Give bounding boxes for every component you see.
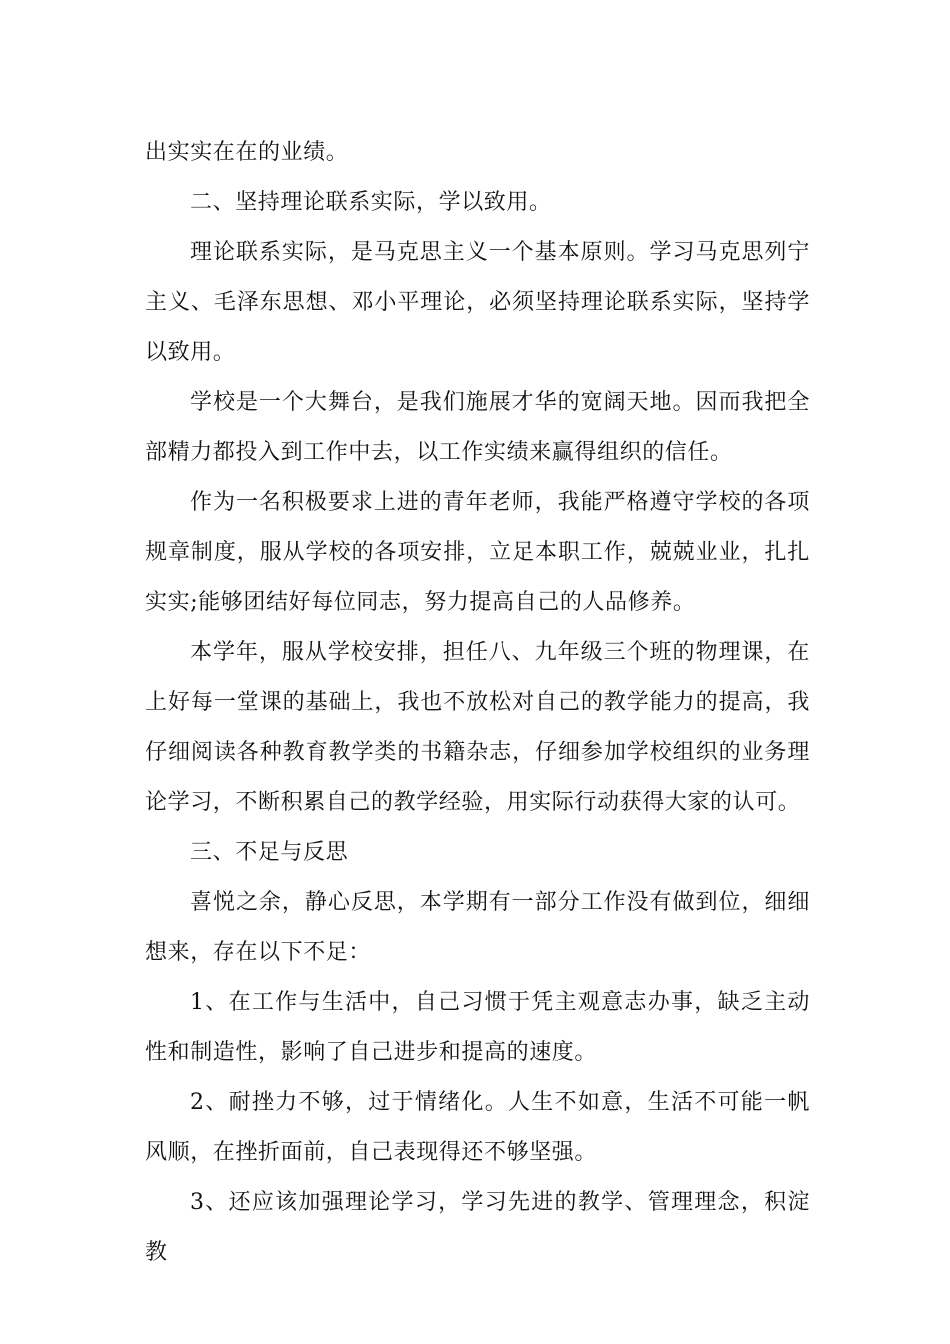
list-item-1: 1、在工作与生活中，自己习惯于凭主观意志办事，缺乏主动性和制造性，影响了自己进步和提高的速度。 bbox=[145, 990, 810, 1065]
paragraph-theory: 理论联系实际，是马克思主义一个基本原则。学习马克思列宁主义、毛泽东思想、邓小平理论，必须坚持理论联系实际，坚持学以致用。 bbox=[145, 240, 810, 365]
paragraph-continuation: 出实实在在的业绩。 bbox=[145, 140, 349, 165]
paragraph-school-year: 本学年，服从学校安排，担任八、九年级三个班的物理课，在上好每一堂课的基础上，我也不放松对自己的教学能力的提高，我仔细阅读各种教育教学类的书籍杂志，仔细参加学校组织的业务理论学习，不断积累自己的教学经验，用实际行动获得大家的认可。 bbox=[145, 640, 810, 815]
paragraph-teacher: 作为一名积极要求上进的青年老师，我能严格遵守学校的各项规章制度，服从学校的各项安排，立足本职工作，兢兢业业，扎扎实实;能够团结好每位同志，努力提高自己的人品修养。 bbox=[145, 490, 810, 615]
list-item-2: 2、耐挫力不够，过于情绪化。人生不如意，生活不可能一帆风顺，在挫折面前，自己表现得还不够坚强。 bbox=[145, 1090, 810, 1165]
paragraph-reflection: 喜悦之余，静心反思，本学期有一部分工作没有做到位，细细想来，存在以下不足： bbox=[145, 890, 810, 965]
list-item-3: 3、还应该加强理论学习，学习先进的教学、管理理念，积淀教 bbox=[145, 1190, 810, 1265]
section-heading-3: 三、不足与反思 bbox=[190, 840, 349, 865]
document-page bbox=[145, 128, 810, 1278]
section-heading-2: 二、坚持理论联系实际，学以致用。 bbox=[190, 190, 552, 215]
paragraph-school: 学校是一个大舞台，是我们施展才华的宽阔天地。因而我把全部精力都投入到工作中去，以工作实绩来赢得组织的信任。 bbox=[145, 390, 810, 465]
